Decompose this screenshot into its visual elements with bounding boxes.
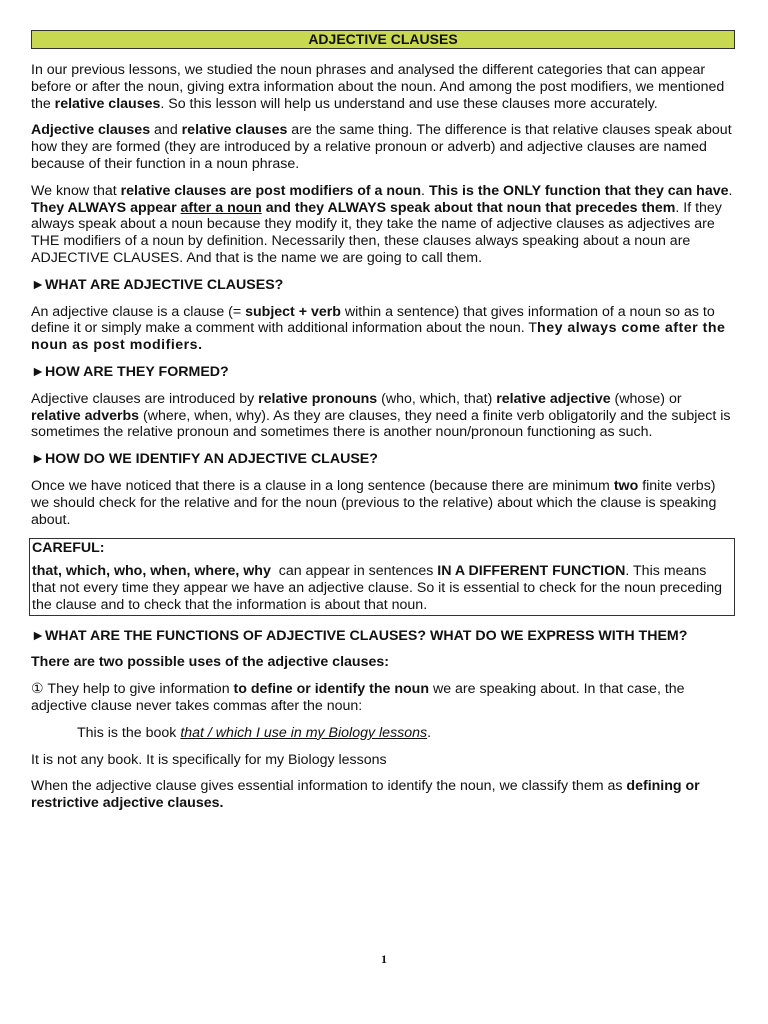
careful-text bbox=[32, 563, 732, 613]
text: finite verbs) we should check for the relative and for the noun (previous to the relative) about which the clause is speaking about. bbox=[31, 477, 717, 528]
text: Once we have noticed that there is a clause in a long sentence (because there are minimum bbox=[31, 477, 614, 494]
circled-number-one: ① bbox=[31, 681, 44, 698]
bold-term: two bbox=[613, 477, 639, 494]
bold-term: CAREFUL: bbox=[32, 540, 105, 557]
bold-term: relative clauses bbox=[181, 122, 288, 139]
section-heading-functions: ►WHAT ARE THE FUNCTIONS OF ADJECTIVE CLAUSES? WHAT DO WE EXPRESS WITH THEM? bbox=[31, 627, 688, 644]
bold-term bbox=[31, 200, 675, 216]
text: This is the book bbox=[77, 724, 181, 741]
defining-paragraph bbox=[31, 778, 735, 812]
careful-box bbox=[29, 538, 735, 615]
example-sentence bbox=[31, 725, 735, 742]
bold-term: hey always come after the noun as post modifiers. bbox=[31, 320, 726, 354]
post-modifier-paragraph bbox=[31, 183, 735, 267]
uses-heading bbox=[31, 654, 735, 671]
text: . This means that not every time they appear we have an adjective clause. So it is essential to check for the noun preceding the clause and to check that the information is about that noun. bbox=[32, 563, 723, 613]
text: we are speaking about. In that case, the adjective clause never takes commas after the noun: bbox=[31, 681, 685, 714]
bold-term: defining or restrictive adjective clauses. bbox=[31, 778, 700, 812]
bold-term: relative clauses bbox=[54, 95, 161, 112]
definition-paragraph bbox=[31, 122, 735, 172]
section-heading-formed: ►HOW ARE THEY FORMED? bbox=[31, 363, 229, 380]
bold-term: relative pronouns bbox=[258, 390, 378, 407]
bold-term: This is the ONLY function that they can have bbox=[428, 182, 729, 199]
bold-term: relative clauses are post modifiers of a noun bbox=[120, 182, 422, 199]
bold-term: There are two possible uses of the adjective clauses: bbox=[31, 654, 389, 671]
text: . bbox=[421, 182, 429, 199]
text: (where, when, why). As they are clauses, they need a finite verb obligatorily and the subject is sometimes the relative pronoun and sometimes there is another noun/pronoun functioning as such. bbox=[31, 407, 731, 441]
bold-term: Adjective clauses bbox=[31, 122, 151, 139]
text: can appear in sentences bbox=[270, 563, 438, 580]
underlined-example: that / which I use in my Biology lessons bbox=[180, 724, 428, 741]
bold-term: relative adverbs bbox=[31, 407, 140, 424]
careful-heading bbox=[32, 540, 732, 557]
text: within a sentence) that gives information of a noun so as to define it or simply make a comment with additional information about the noun. T bbox=[31, 303, 715, 337]
text: and bbox=[150, 122, 182, 139]
text: are the same thing. The difference is that relative clauses speak about how they are formed (they are introduced by a relative pronoun or adverb) and adjective clauses are named because of their function in a noun phrase. bbox=[31, 122, 732, 172]
bold-term: IN A DIFFERENT FUNCTION bbox=[437, 563, 626, 580]
text: . If they always speak about a noun because they modify it, they take the name of adjective clauses as adjectives are THE modifiers of a noun by definition. Necessarily then, these clauses always speaking about a noun are ADJECTIVE CLAUSES. And that is the name we are going to call them. bbox=[31, 199, 722, 266]
section-heading-identify: ►HOW DO WE IDENTIFY AN ADJECTIVE CLAUSE? bbox=[31, 451, 378, 468]
bold-term: relative adjective bbox=[496, 390, 611, 407]
use-one-paragraph bbox=[31, 681, 735, 715]
text: When the adjective clause gives essential information to identify the noun, we classify them as bbox=[31, 778, 627, 795]
intro-paragraph bbox=[31, 62, 735, 112]
text: . bbox=[427, 724, 432, 741]
underlined-term: after a noun bbox=[180, 199, 262, 216]
what-paragraph bbox=[31, 304, 735, 354]
text: They ALWAYS appear bbox=[31, 199, 181, 216]
page-number: 1 bbox=[381, 952, 387, 966]
text: They help to give information bbox=[43, 681, 234, 698]
identify-paragraph bbox=[31, 478, 735, 528]
document-page bbox=[31, 30, 735, 822]
formed-paragraph bbox=[31, 391, 735, 441]
page-title: ADJECTIVE CLAUSES bbox=[31, 30, 735, 49]
text: . bbox=[728, 182, 733, 199]
example-explanation: It is not any book. It is specifically for my Biology lessons bbox=[31, 751, 387, 768]
text: and they ALWAYS speak about that noun that precedes them bbox=[261, 199, 676, 216]
section-heading-what: ►WHAT ARE ADJECTIVE CLAUSES? bbox=[31, 276, 284, 293]
text: (whose) or bbox=[610, 390, 682, 407]
text: (who, which, that) bbox=[377, 390, 497, 407]
text: In our previous lessons, we studied the noun phrases and analysed the different categories that can appear before or after the noun, giving extra information about the noun. And among the post modifiers, we mentioned the bbox=[31, 62, 725, 112]
text: . So this lesson will help us understand and use these clauses more accurately. bbox=[160, 95, 658, 112]
text: An adjective clause is a clause (= bbox=[31, 303, 246, 320]
text: Adjective clauses are introduced by bbox=[31, 390, 259, 407]
text: We know that bbox=[31, 182, 121, 199]
bold-term: to define or identify the noun bbox=[233, 681, 430, 698]
bold-term: that, which, who, when, where, why bbox=[32, 563, 271, 580]
bold-term: subject + verb bbox=[245, 303, 341, 320]
